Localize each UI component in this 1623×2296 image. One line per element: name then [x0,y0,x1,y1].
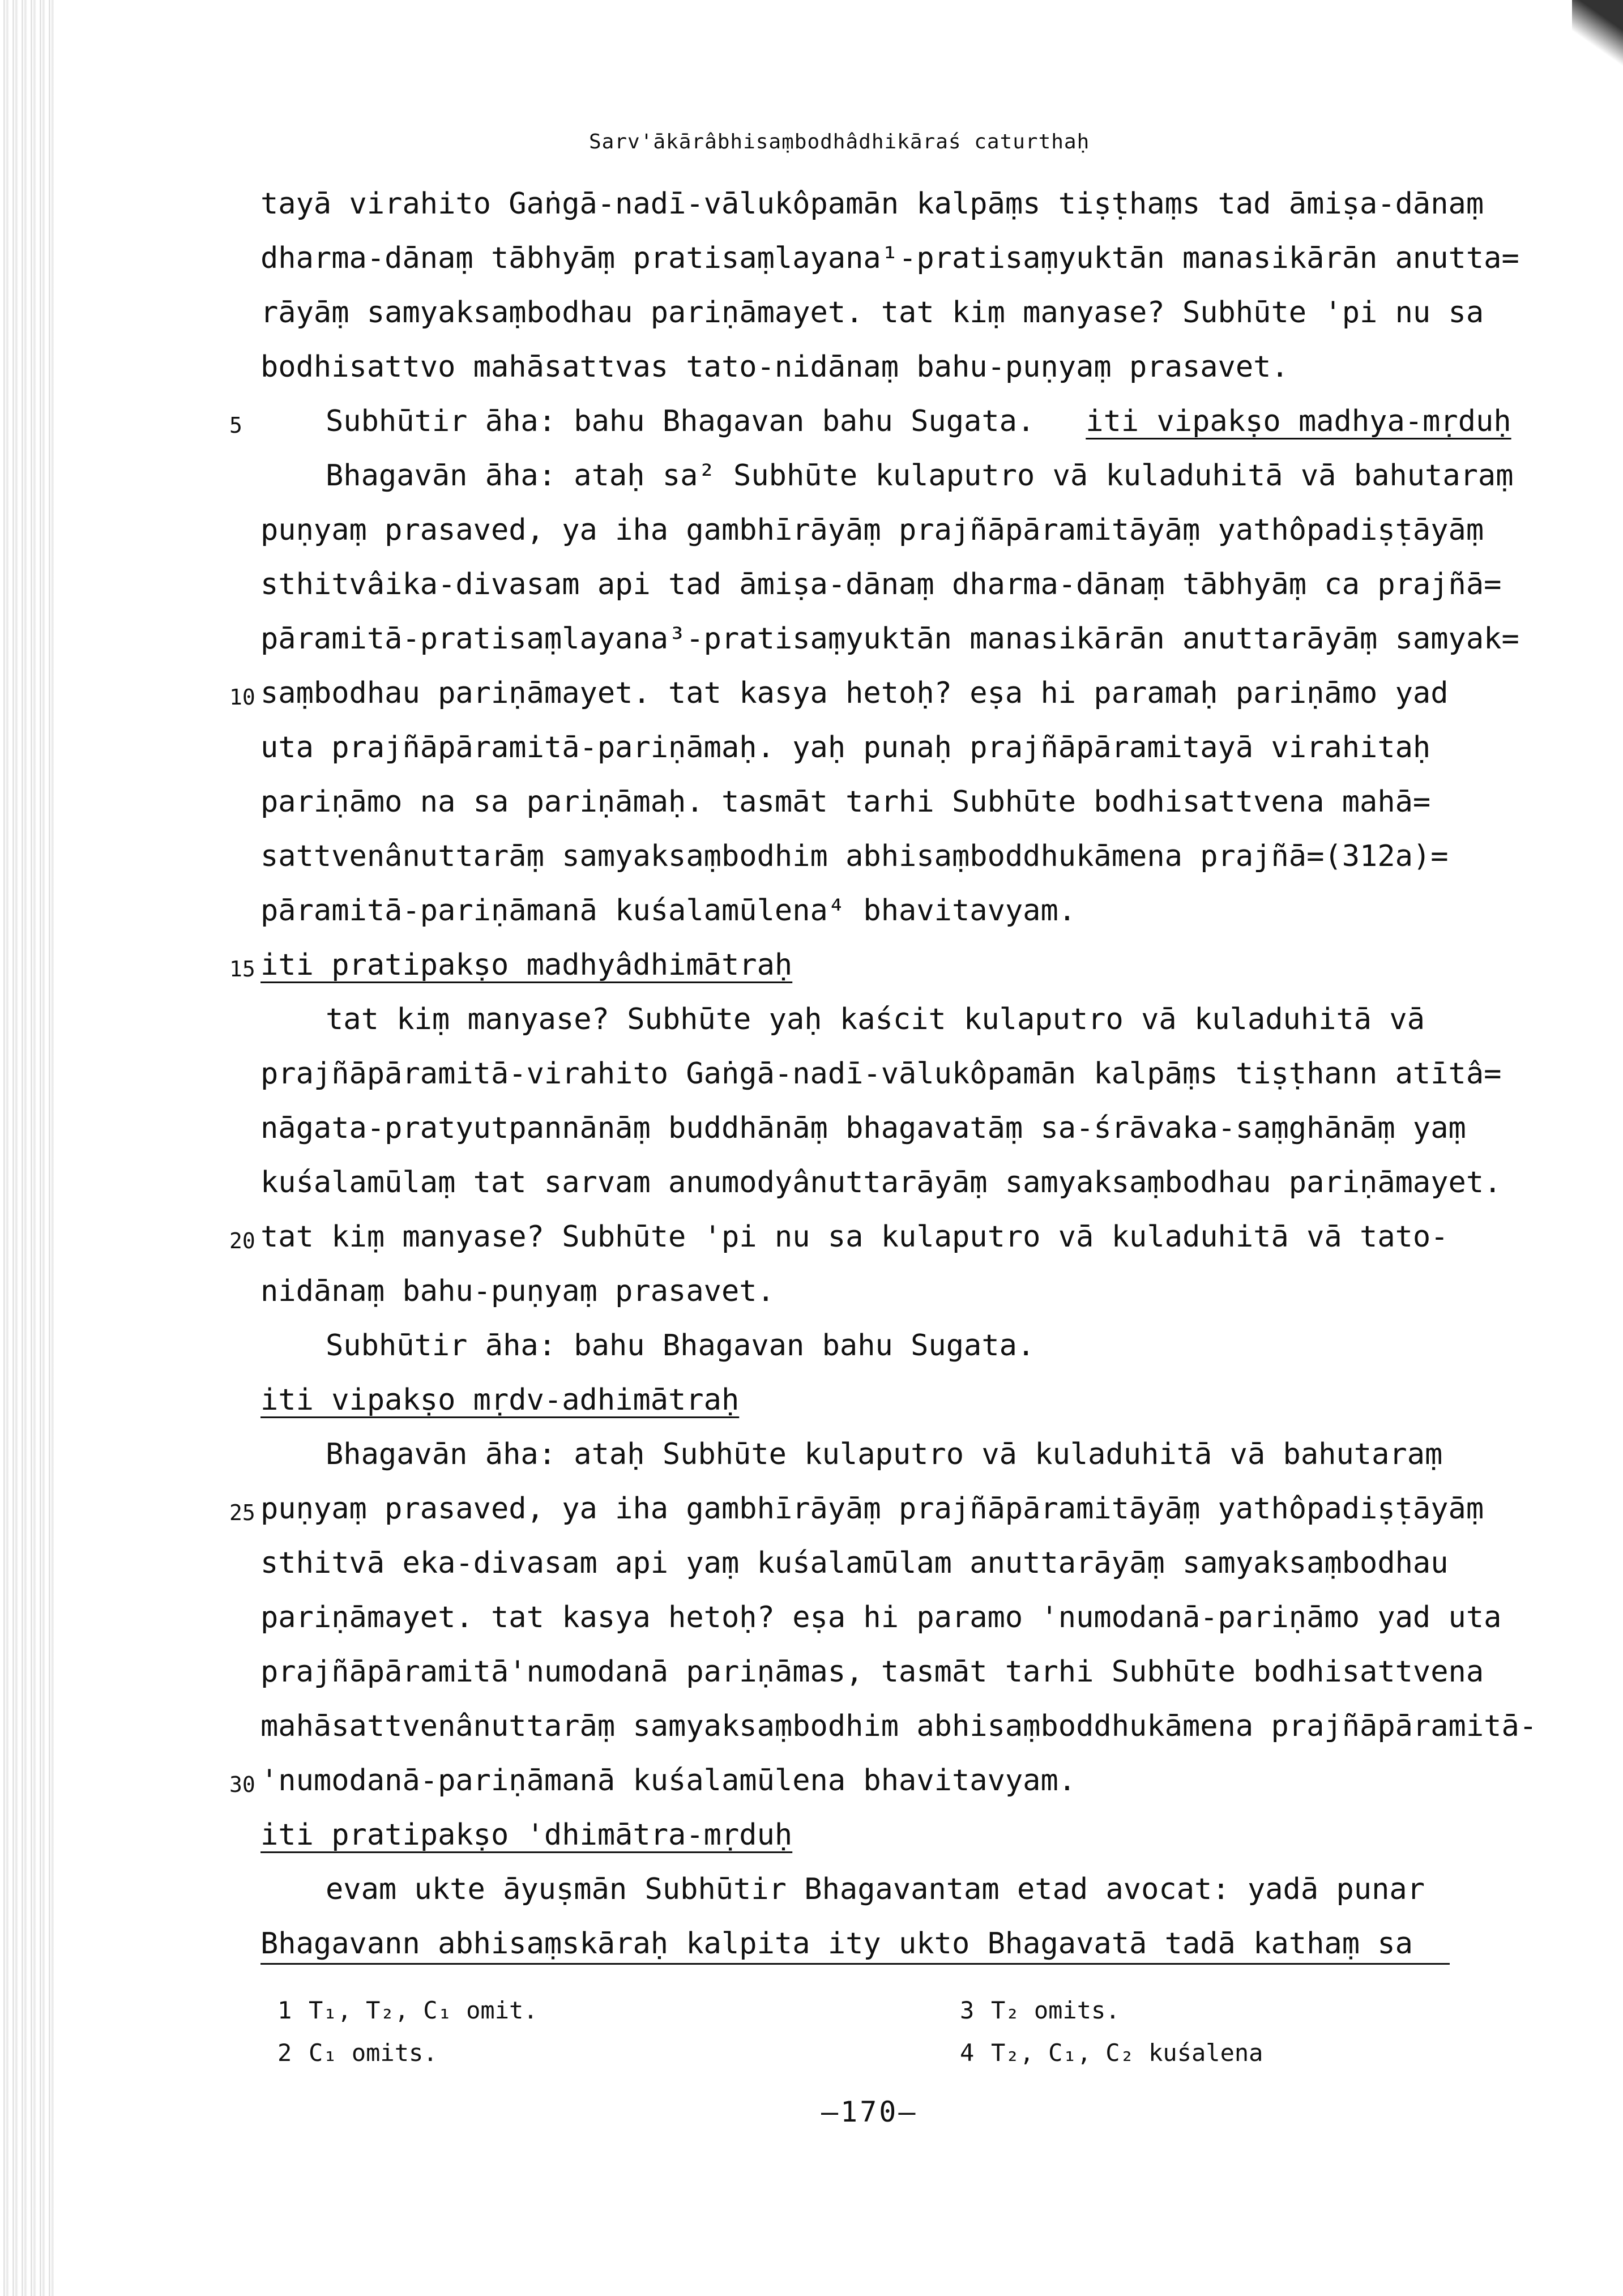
line-text: evam ukte āyuṣmān Subhūtir Bhagavantam etad avocat: yadā punar [326,1872,1425,1906]
line-text: Bhagavān āha: ataḥ sa² Subhūte kulaputro vā kuladuhitā vā bahutaraṃ [326,459,1514,493]
book-spine-shadow [0,0,54,2296]
text-line [260,666,1450,720]
line-text: puṇyaṃ prasaved, ya iha gambhīrāyāṃ prajñāpāramitāyāṃ yathôpadiṣṭāyāṃ [260,513,1484,547]
footnote [277,2039,438,2067]
text-line [260,1373,1450,1427]
line-text: sthitvâika-divasam api tad āmiṣa-dānaṃ dharma-dānaṃ tābhyāṃ ca prajñā= [260,567,1502,601]
text-line [326,449,1515,503]
line-text: puṇyaṃ prasaved, ya iha gambhīrāyāṃ prajñāpāramitāyāṃ yathôpadiṣṭāyāṃ [260,1492,1484,1526]
line-text: dharma-dānaṃ tābhyāṃ pratisaṃlayana¹-pratisaṃyuktān manasikārān anutta= [260,241,1519,275]
section-heading: iti vipakṣo mṛdv-adhimātraḥ [260,1383,740,1417]
text-line [260,1047,1502,1101]
line-number: 25 [229,1500,255,1525]
footnote-number: 1 [277,1996,292,2024]
text-line [260,829,1450,884]
text-line [260,938,1450,992]
footnote [960,1996,1120,2024]
line-text: 'numodanā-pariṇāmanā kuśalamūlena bhavitavyam. [260,1764,1077,1798]
text-line [260,775,1450,829]
line-number: 15 [229,957,255,981]
line-text: prajñāpāramitā-virahito Gaṅgā-nadī-vālukôpamān kalpāṃs tiṣṭhann atītâ= [260,1057,1502,1091]
text-line [260,557,1502,612]
line-text: Subhūtir āha: bahu Bhagavan bahu Sugata. [326,1329,1035,1363]
text-line [260,177,1484,231]
line-text: sattvenânuttarāṃ samyaksaṃbodhim abhisaṃboddhukāmena prajñā=(312a)= [260,839,1449,873]
text-line [260,340,1450,394]
line-text: tat kiṃ manyase? Subhūte 'pi nu sa kulaputro vā kuladuhitā vā tato- [260,1220,1449,1254]
line-text: Bhagavān āha: ataḥ Subhūte kulaputro vā kuladuhitā vā bahutaraṃ [326,1437,1443,1471]
text-line [260,1590,1502,1645]
text-line [260,720,1450,775]
text-line [326,1318,1515,1373]
line-text: rāyāṃ samyaksaṃbodhau pariṇāmayet. tat kiṃ manyase? Subhūte 'pi nu sa [260,296,1484,330]
text-line [326,992,1515,1047]
text-line [260,231,1519,285]
section-heading: iti vipakṣo madhya-mṛduḥ [1086,404,1511,438]
running-header: Sarv'ākārâbhisaṃbodhâdhikāraś caturthaḥ [589,130,1090,153]
scan-corner-mark [1572,0,1623,85]
text-line [260,1101,1466,1155]
section-heading: iti pratipakṣo 'dhimātra-mṛduḥ [260,1818,793,1852]
line-text: tayā virahito Gaṅgā-nadī-vālukôpamān kalpāṃs tiṣṭhaṃs tad āmiṣa-dānaṃ [260,187,1484,221]
line-text: sthitvā eka-divasam api yaṃ kuśalamūlam anuttarāyāṃ samyaksaṃbodhau [260,1546,1449,1580]
text-line [326,394,1515,449]
line-text: pariṇāmayet. tat kasya hetoḥ? eṣa hi paramo 'numodanā-pariṇāmo yad uta [260,1601,1502,1634]
footnote-number: 2 [277,2039,292,2067]
line-text: pāramitā-pariṇāmanā kuśalamūlena⁴ bhavitavyam. [260,894,1077,928]
page-number: —170— [821,2096,918,2128]
line-text: Subhūtir āha: bahu Bhagavan bahu Sugata. [326,404,1035,438]
text-line [326,1427,1515,1482]
line-number: 20 [229,1228,255,1253]
line-text: nidānaṃ bahu-puṇyaṃ prasavet. [260,1274,775,1308]
text-line [260,1264,1450,1318]
footnote-separator [260,1963,1450,1965]
line-text: uta prajñāpāramitā-pariṇāmaḥ. yaḥ punaḥ prajñāpāramitayā virahitaḥ [260,731,1431,765]
line-text: kuśalamūlaṃ tat sarvam anumodyânuttarāyāṃ samyaksaṃbodhau pariṇāmayet. [260,1166,1502,1200]
text-line [260,612,1519,666]
footnote-text: T₁, T₂, C₁ omit. [309,1996,538,2024]
footnote-number: 4 [960,2039,975,2067]
line-number: 30 [229,1772,255,1797]
text-line [260,1753,1450,1808]
text-line [260,503,1484,557]
line-text: saṃbodhau pariṇāmayet. tat kasya hetoḥ? eṣa hi paramaḥ pariṇāmo yad [260,676,1449,710]
text-line [260,1210,1450,1264]
line-text: prajñāpāramitā'numodanā pariṇāmas, tasmāt tarhi Subhūte bodhisattvena [260,1655,1484,1689]
text-line [260,884,1450,938]
text-line [260,1482,1484,1536]
line-number: 10 [229,685,255,710]
line-text: pariṇāmo na sa pariṇāmaḥ. tasmāt tarhi Subhūte bodhisattvena mahā= [260,785,1431,819]
line-text: tat kiṃ manyase? Subhūte yaḥ kaścit kulaputro vā kuladuhitā vā [326,1002,1425,1036]
footnote-number: 3 [960,1996,975,2024]
line-text: mahāsattvenânuttarāṃ samyaksaṃbodhim abhisaṃboddhukāmena prajñāpāramitā- [260,1709,1537,1743]
footnote [277,1996,538,2024]
text-line [260,285,1484,340]
footnote-text: T₂ omits. [991,1996,1120,2024]
text-line [260,1155,1502,1210]
section-heading: iti pratipakṣo madhyâdhimātraḥ [260,948,793,982]
line-number: 5 [229,413,242,438]
text-line [260,1699,1537,1753]
footnote-text: C₁ omits. [309,2039,438,2067]
text-line [260,1645,1484,1699]
text-line [260,1536,1450,1590]
text-line [260,1808,1450,1862]
line-text: pāramitā-pratisaṃlayana³-pratisaṃyuktān manasikārān anuttarāyāṃ samyak= [260,622,1519,656]
line-text: nāgata-pratyutpannānāṃ buddhānāṃ bhagavatāṃ sa-śrāvaka-saṃghānāṃ yaṃ [260,1111,1466,1145]
text-line [326,1862,1515,1917]
footnote-text: T₂, C₁, C₂ kuśalena [991,2039,1263,2067]
line-text: Bhagavann abhisaṃskāraḥ kalpita ity ukto Bhagavatā tadā kathaṃ sa [260,1927,1413,1961]
footnote [960,2039,1263,2067]
line-text: bodhisattvo mahāsattvas tato-nidānaṃ bahu-puṇyaṃ prasavet. [260,350,1289,384]
